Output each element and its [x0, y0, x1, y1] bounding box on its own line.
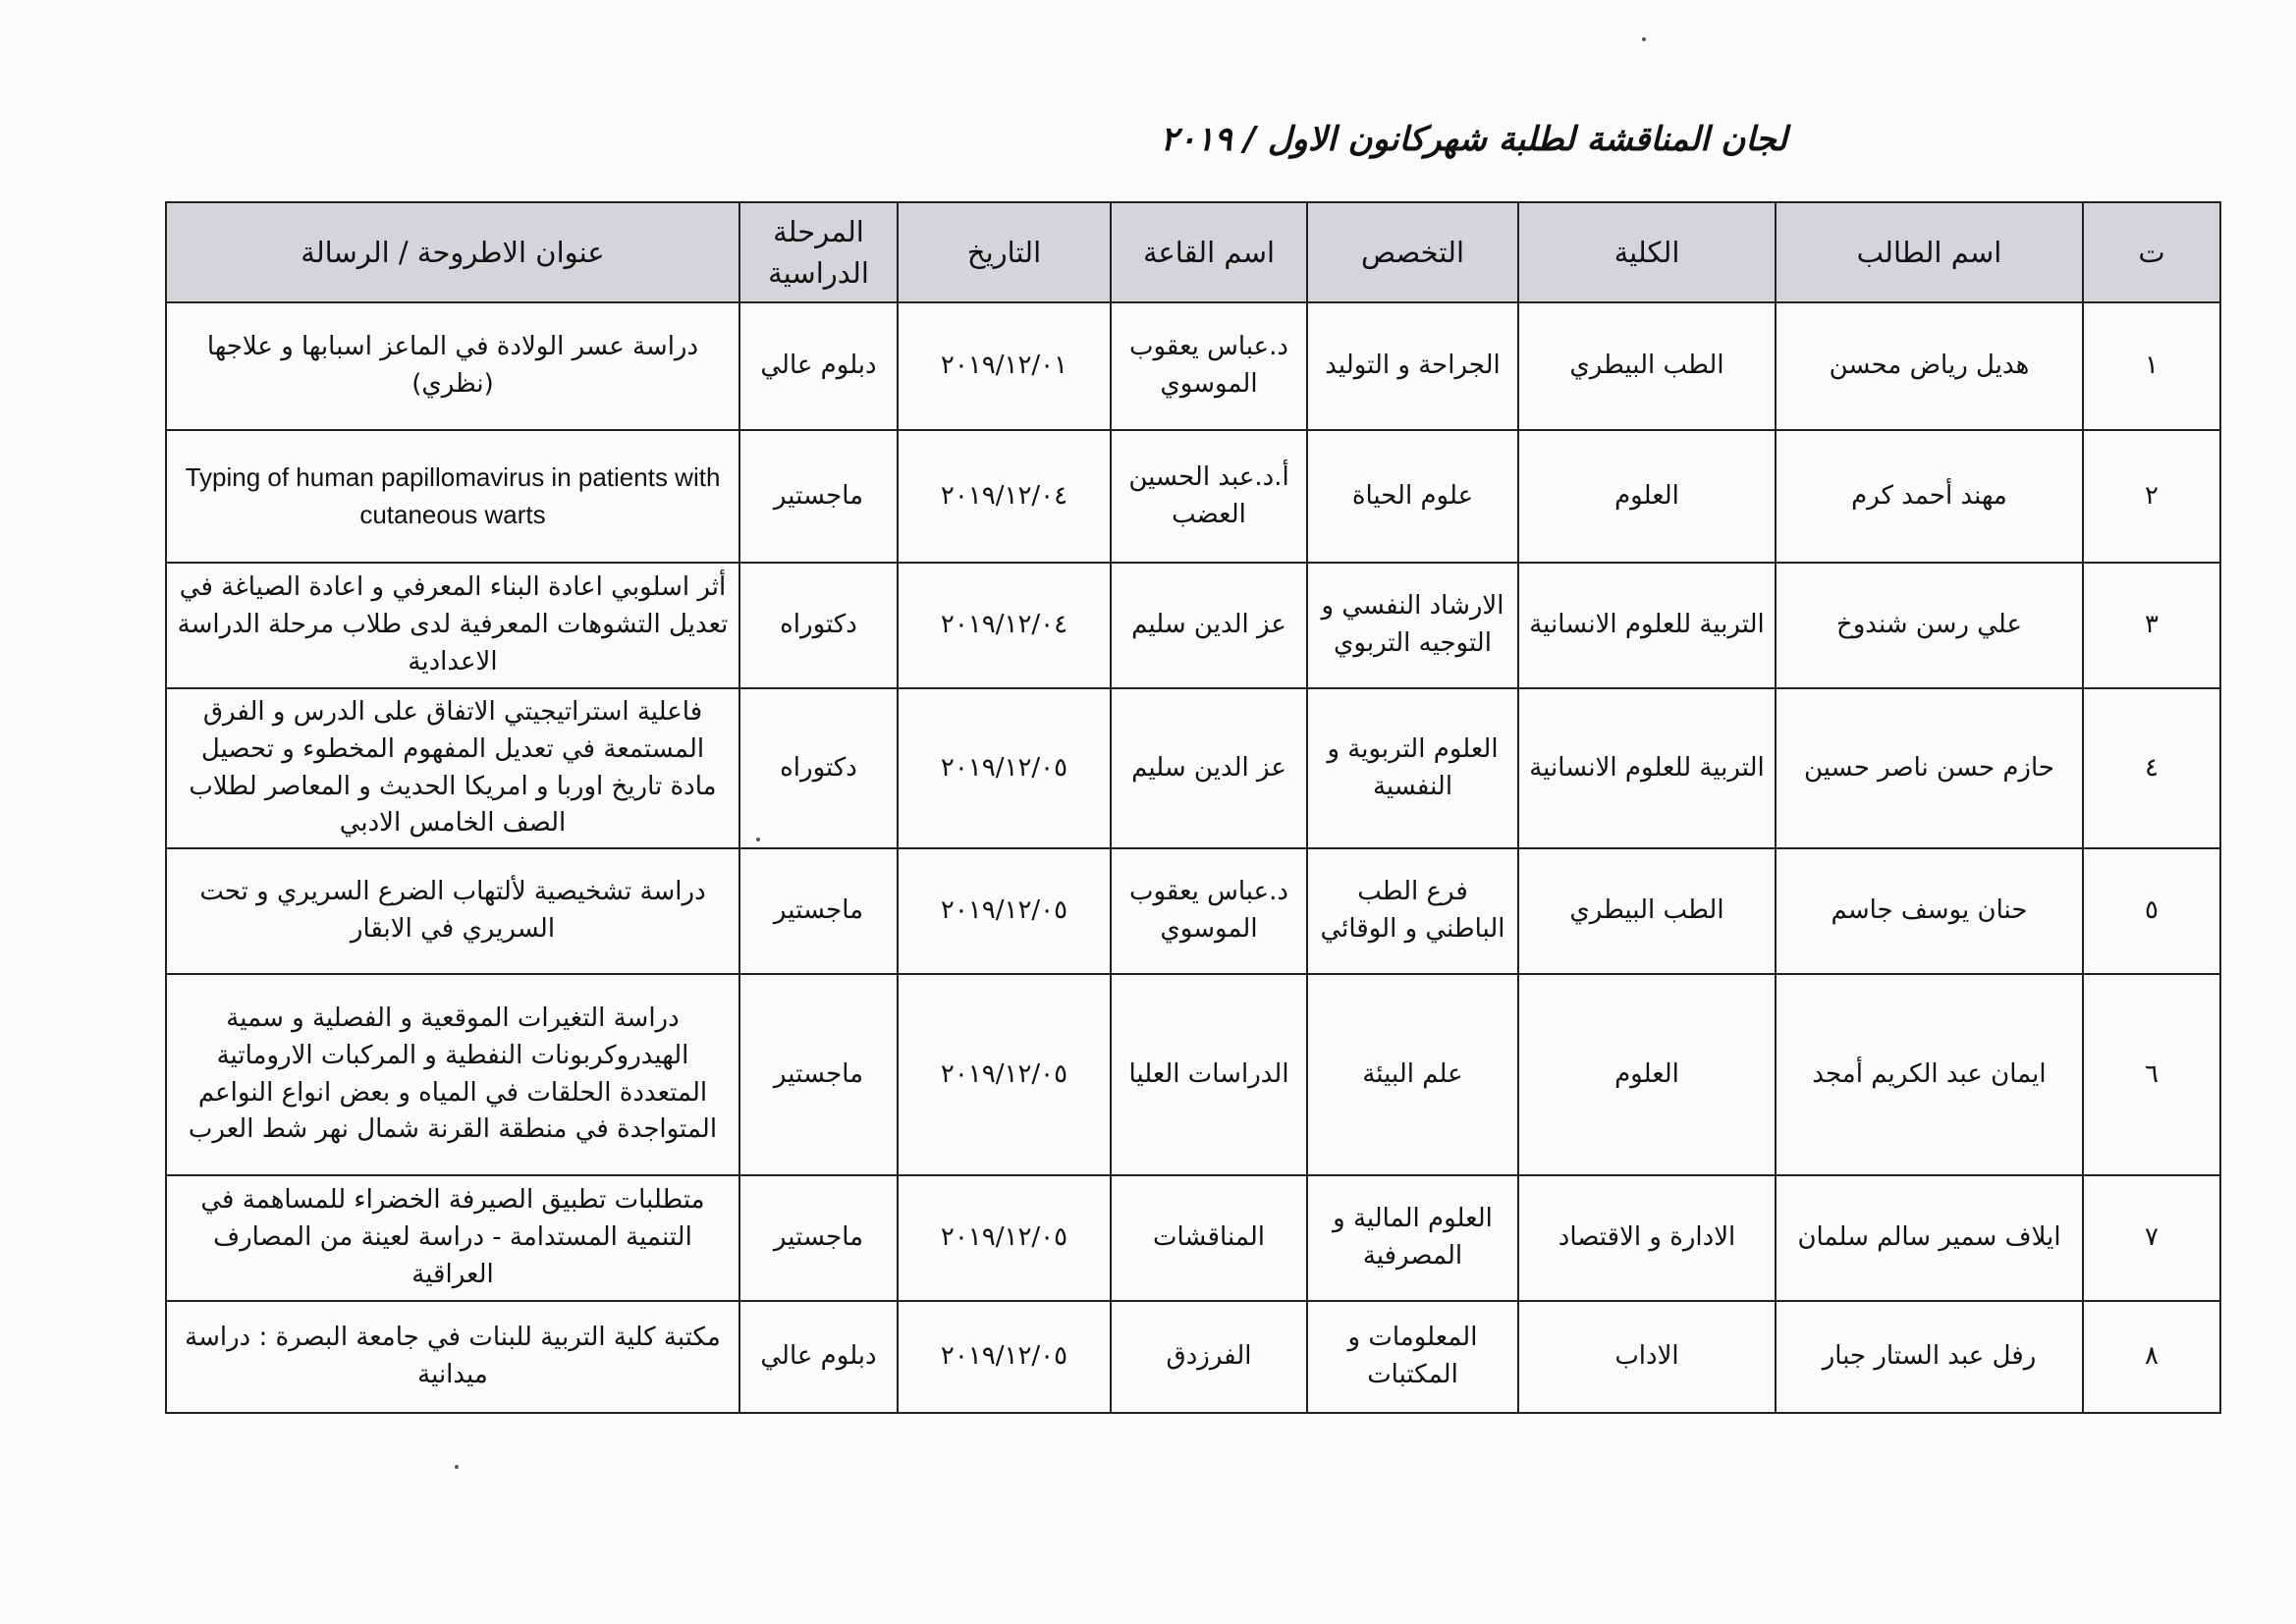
student-name: ايلاف سمير سالم سلمان [1776, 1175, 2083, 1301]
scan-speck [756, 838, 760, 841]
date: ٢٠١٩/١٢/٠٥ [898, 974, 1111, 1175]
specialization: علوم الحياة [1307, 430, 1518, 563]
hall: المناقشات [1111, 1175, 1307, 1301]
college: الاداب [1518, 1301, 1776, 1413]
specialization: علم البيئة [1307, 974, 1518, 1175]
thesis-title: أثر اسلوبي اعادة البناء المعرفي و اعادة الصياغة في تعديل التشوهات المعرفية لدى طلاب مرحلة الدراسة الاعدادية [166, 563, 739, 688]
hall: أ.د.عبد الحسين العضب [1111, 430, 1307, 563]
page-title: لجان المناقشة لطلبة شهركانون الاول / ٢٠١٩ [1160, 120, 1787, 159]
row-number: ١ [2083, 302, 2220, 430]
college: العلوم [1518, 430, 1776, 563]
row-number: ٨ [2083, 1301, 2220, 1413]
date: ٢٠١٩/١٢/٠١ [898, 302, 1111, 430]
stage: دبلوم عالي [739, 302, 898, 430]
student-name: ايمان عبد الكريم أمجد [1776, 974, 2083, 1175]
thesis-title: مكتبة كلية التربية للبنات في جامعة البصرة : دراسة ميدانية [166, 1301, 739, 1413]
thesis-title: متطلبات تطبيق الصيرفة الخضراء للمساهمة في التنمية المستدامة - دراسة لعينة من المصارف العراقية [166, 1175, 739, 1301]
header-date: التاريخ [898, 202, 1111, 302]
date: ٢٠١٩/١٢/٠٥ [898, 848, 1111, 974]
date: ٢٠١٩/١٢/٠٥ [898, 688, 1111, 848]
row-number: ٥ [2083, 848, 2220, 974]
table-row [166, 430, 2220, 563]
table-row [166, 1301, 2220, 1413]
hall: الدراسات العليا [1111, 974, 1307, 1175]
specialization: العلوم المالية و المصرفية [1307, 1175, 1518, 1301]
row-number: ٧ [2083, 1175, 2220, 1301]
date: ٢٠١٩/١٢/٠٥ [898, 1301, 1111, 1413]
hall: د.عباس يعقوب الموسوي [1111, 302, 1307, 430]
specialization: فرع الطب الباطني و الوقائي [1307, 848, 1518, 974]
stage: ماجستير [739, 1175, 898, 1301]
student-name: علي رسن شندوخ [1776, 563, 2083, 688]
student-name: حازم حسن ناصر حسين [1776, 688, 2083, 848]
date: ٢٠١٩/١٢/٠٤ [898, 563, 1111, 688]
thesis-title: فاعلية استراتيجيتي الاتفاق على الدرس و الفرق المستمعة في تعديل المفهوم المخطوء و تحصيل مادة تاريخ اوربا و امريكا الحديث و المعاصر لطلاب الصف الخامس الادبي [166, 688, 739, 848]
stage: ماجستير [739, 430, 898, 563]
header-stage: المرحلة الدراسية [739, 202, 898, 302]
stage: دبلوم عالي [739, 1301, 898, 1413]
specialization: المعلومات و المكتبات [1307, 1301, 1518, 1413]
row-number: ٢ [2083, 430, 2220, 563]
student-name: مهند أحمد كرم [1776, 430, 2083, 563]
header-college: الكلية [1518, 202, 1776, 302]
stage: ماجستير [739, 848, 898, 974]
scan-speck [1642, 37, 1646, 41]
college: العلوم [1518, 974, 1776, 1175]
table-row [166, 688, 2220, 848]
row-number: ٦ [2083, 974, 2220, 1175]
table-header-row [166, 202, 2220, 302]
hall: عز الدين سليم [1111, 688, 1307, 848]
date: ٢٠١٩/١٢/٠٥ [898, 1175, 1111, 1301]
committees-table [165, 201, 2221, 1414]
college: الطب البيطري [1518, 302, 1776, 430]
student-name: حنان يوسف جاسم [1776, 848, 2083, 974]
hall: د.عباس يعقوب الموسوي [1111, 848, 1307, 974]
date: ٢٠١٩/١٢/٠٤ [898, 430, 1111, 563]
table-row [166, 302, 2220, 430]
table-row [166, 848, 2220, 974]
row-number: ٣ [2083, 563, 2220, 688]
thesis-title: دراسة عسر الولادة في الماعز اسبابها و علاجها (نظري) [166, 302, 739, 430]
table-row [166, 974, 2220, 1175]
specialization: الجراحة و التوليد [1307, 302, 1518, 430]
stage: دكتوراه [739, 563, 898, 688]
header-thesis-title: عنوان الاطروحة / الرسالة [166, 202, 739, 302]
header-hall: اسم القاعة [1111, 202, 1307, 302]
table-row [166, 563, 2220, 688]
specialization: الارشاد النفسي و التوجيه التربوي [1307, 563, 1518, 688]
student-name: رفل عبد الستار جبار [1776, 1301, 2083, 1413]
header-no: ت [2083, 202, 2220, 302]
thesis-title: دراسة التغيرات الموقعية و الفصلية و سمية الهيدروكربونات النفطية و المركبات الاروماتية المتعددة الحلقات في المياه و بعض انواع النواعم المتواجدة في منطقة القرنة شمال نهر شط العرب [166, 974, 739, 1175]
thesis-title: دراسة تشخيصية لألتهاب الضرع السريري و تحت السريري في الابقار [166, 848, 739, 974]
header-specialization: التخصص [1307, 202, 1518, 302]
scan-speck [455, 1465, 459, 1469]
specialization: العلوم التربوية و النفسية [1307, 688, 1518, 848]
college: التربية للعلوم الانسانية [1518, 688, 1776, 848]
college: التربية للعلوم الانسانية [1518, 563, 1776, 688]
stage: دكتوراه [739, 688, 898, 848]
college: الطب البيطري [1518, 848, 1776, 974]
stage: ماجستير [739, 974, 898, 1175]
student-name: هديل رياض محسن [1776, 302, 2083, 430]
header-student-name: اسم الطالب [1776, 202, 2083, 302]
row-number: ٤ [2083, 688, 2220, 848]
hall: الفرزدق [1111, 1301, 1307, 1413]
thesis-title: Typing of human papillomavirus in patients with cutaneous warts [166, 430, 739, 563]
hall: عز الدين سليم [1111, 563, 1307, 688]
college: الادارة و الاقتصاد [1518, 1175, 1776, 1301]
table-row [166, 1175, 2220, 1301]
